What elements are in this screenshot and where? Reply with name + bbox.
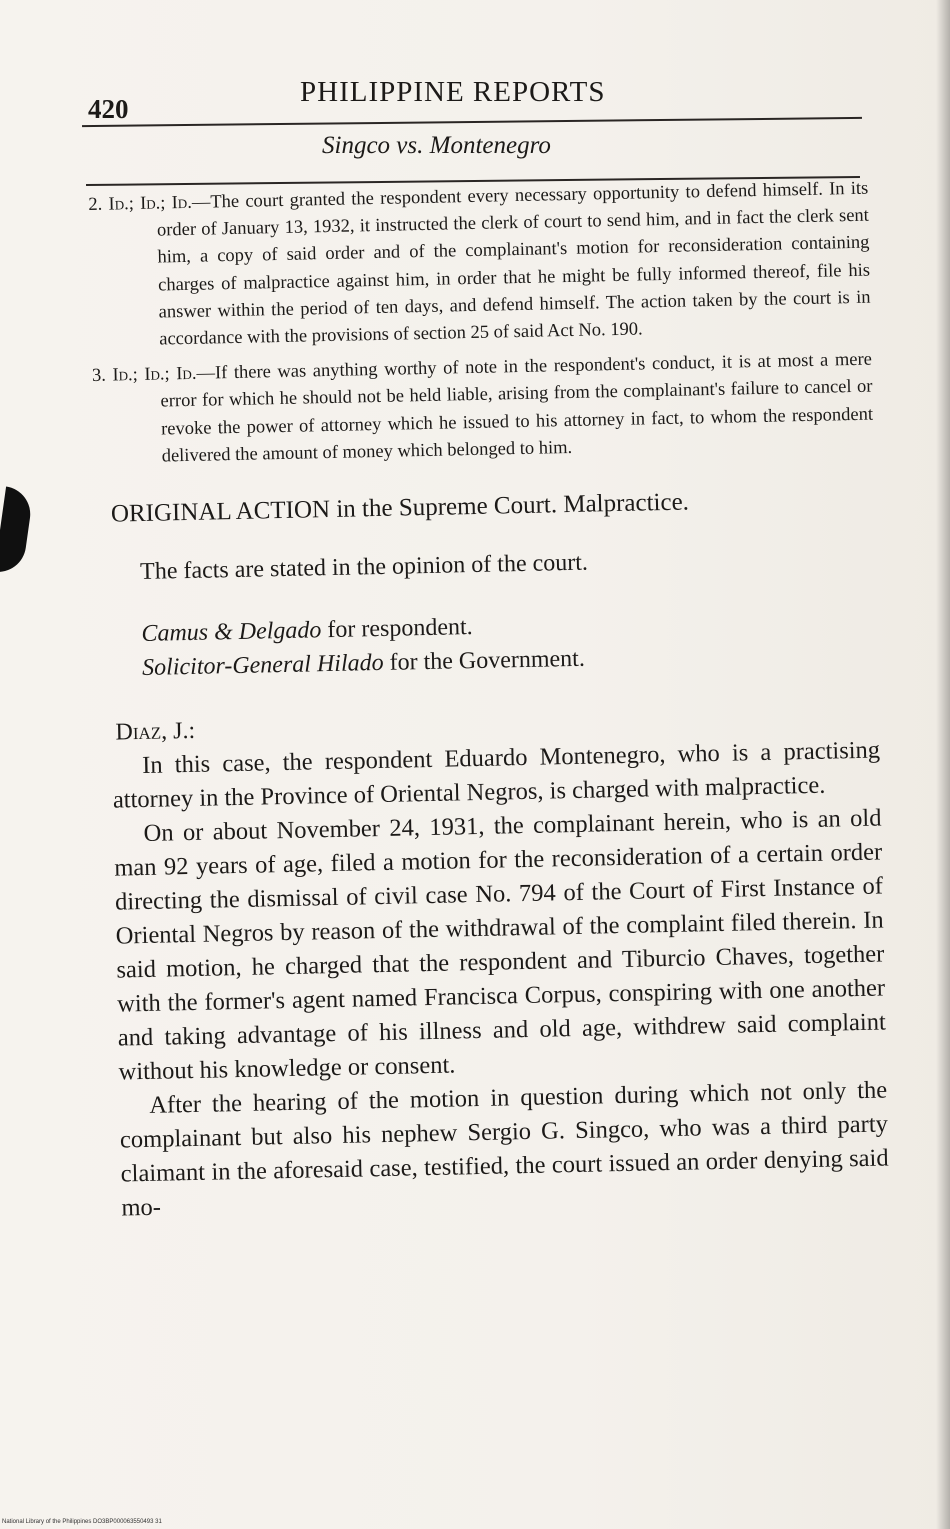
- page-content: [88, 168, 890, 1226]
- page-edge-shadow: [936, 0, 950, 1529]
- opinion-paragraph: In this case, the respondent Eduardo Montenegro, who is a practising attorney in the Province of Oriental Negros, is charged with malpractice.: [112, 736, 881, 814]
- syllabus-item: [92, 347, 874, 472]
- syllabus-text: —The court granted the respondent every necessary opportunity to defend himself. In its order of January 13, 1932, it instructed the clerk of court to send him, and in fact the clerk sent him, a copy of said order and of the complainant's motion for reconsideration containing charges of malpractice against him, in order that he might be fully informed thereof, file his answer within the period of ten days, and defend himself. The action taken by the court is in accordance with the provisions of section 25 of said Act No. 190.: [156, 178, 871, 350]
- opinion-paragraph: After the hearing of the motion in question during which not only the complainant but also his nephew Sergio G. Singco, who was a third party claimant in the aforesaid case, testified, the court issued an order denying said mo-: [119, 1076, 889, 1222]
- counsel-respondent-role: for respondent.: [321, 614, 473, 644]
- opinion-paragraph: On or about November 24, 1931, the complainant herein, who is an old man 92 years of age, filed a motion for the reconsideration of a certain order directing the dismissal of civil case No. 794 of the Court of First Instance of Oriental Negros by reason of the withdrawal of the complaint filed therein. In said motion, he charged that the respondent and Tiburcio Chaves, together with the former's agent named Francisca Corpus, conspiring with one another and taking advantage of his illness and old age, withdrew said complaint without his knowledge or consent.: [114, 804, 887, 1086]
- counsel-respondent-name: Camus & Delgado: [141, 617, 322, 648]
- counsel-government-name: Solicitor-General Hilado: [141, 649, 384, 682]
- syllabus-item: [88, 176, 871, 356]
- justice-name: Diaz, J.:: [115, 717, 196, 746]
- facts-statement: The facts are stated in the opinion of the court.: [139, 549, 589, 586]
- running-head: PHILIPPINE REPORTS: [300, 76, 606, 108]
- counsel-government-role: for the Government.: [383, 645, 586, 676]
- page-number: 420: [88, 94, 129, 124]
- syllabus-lead: 3. Id.; Id.; Id.: [91, 363, 197, 387]
- syllabus-text: —If there was anything worthy of note in the respondent's conduct, it is at most a mere error for which he should not be held liable, arising from the complainant's failure to cancel or revoke the power of attorney which he issued to his attorney in fact, to whom the respondent delivered the amount of money which belonged to him.: [160, 349, 874, 467]
- binding-mark: [0, 486, 34, 575]
- counsel-block: [141, 602, 878, 685]
- opinion-body: [100, 734, 890, 1226]
- scan-footer-note: National Library of the Philippines DO3BP000063550493 31: [2, 1519, 162, 1525]
- case-title: Singco vs. Montenegro: [322, 132, 551, 159]
- page-header: [80, 62, 865, 122]
- original-action-line: ORIGINAL ACTION in the Supreme Court. Malpractice.: [110, 488, 690, 528]
- syllabus-lead: 2. Id.; Id.; Id.: [88, 192, 193, 215]
